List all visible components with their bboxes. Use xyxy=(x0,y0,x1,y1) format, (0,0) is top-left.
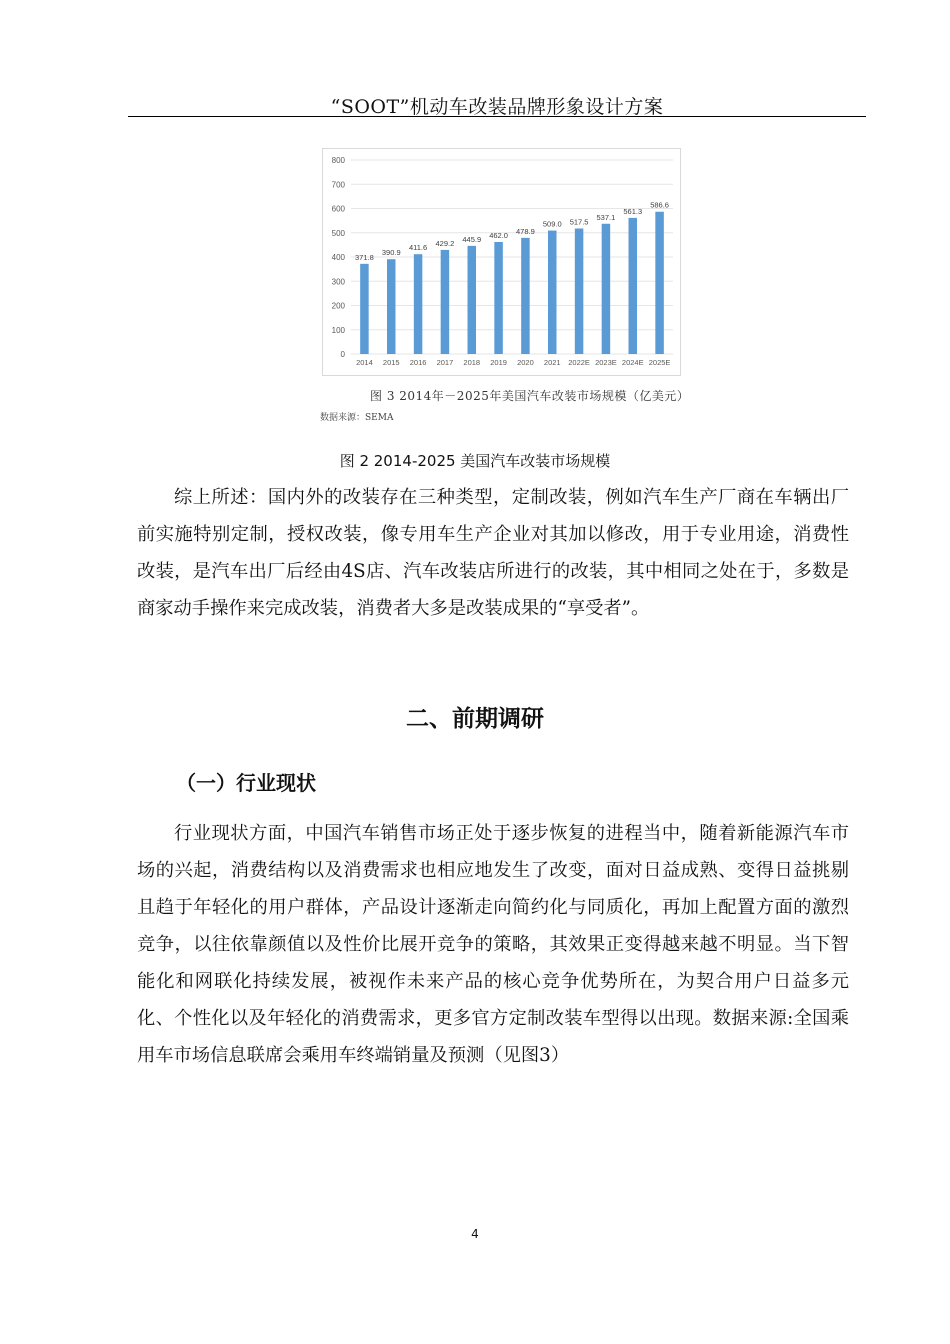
bar-value-label: 478.9 xyxy=(516,226,535,236)
header-divider xyxy=(128,116,866,117)
bar-value-label: 371.8 xyxy=(355,252,374,262)
bar-value-label: 390.9 xyxy=(381,248,401,258)
x-tick-label: 2022E xyxy=(568,358,590,367)
bar-value-label: 411.6 xyxy=(408,243,428,253)
figure-caption: 图 2 2014-2025 美国汽车改装市场规模 xyxy=(339,452,611,470)
x-tick-label: 2021 xyxy=(543,358,561,367)
bar-value-label: 517.5 xyxy=(569,217,589,227)
bar xyxy=(602,224,611,354)
y-tick-label: 0 xyxy=(340,350,345,359)
embedded-figure-caption: 图 3 2014年－2025年美国汽车改装市场规模（亿美元） xyxy=(370,389,690,403)
bar-value-label: 509.0 xyxy=(542,219,562,229)
x-tick-label: 2014 xyxy=(356,358,373,367)
chart-svg xyxy=(323,149,680,375)
x-tick-label: 2023E xyxy=(595,358,617,367)
x-tick-label: 2024E xyxy=(621,358,644,367)
section-title: 二、前期调研 xyxy=(406,706,544,732)
bar xyxy=(655,212,664,354)
bar xyxy=(414,254,423,354)
bar xyxy=(629,218,638,354)
bar xyxy=(387,259,396,354)
x-tick-label: 2025E xyxy=(648,358,671,367)
x-tick-label: 2018 xyxy=(463,358,481,367)
y-tick-label: 400 xyxy=(331,253,345,262)
bar-value-label: 586.6 xyxy=(650,200,669,210)
y-tick-label: 200 xyxy=(331,301,345,311)
bar-value-label: 429.2 xyxy=(435,238,455,248)
y-tick-label: 700 xyxy=(331,180,345,190)
embedded-figure-source: 数据来源：SEMA xyxy=(320,413,394,423)
page-header-title: “SOOT”机动车改装品牌形象设计方案 xyxy=(330,96,664,118)
y-tick-label: 300 xyxy=(331,277,345,287)
paragraph-industry-status: 行业现状方面，中国汽车销售市场正处于逐步恢复的进程当中，随着新能源汽车市场的兴起，消费结构以及消费需求也相应地发生了改变，面对日益成熟、变得日益挑剔且趋于年轻化的用户群体，产品设计逐渐走向简约化与同质化，再加上配置方面的激烈竞争，以往依靠颜值以及性价比展开竞争的策略，其效果正变得越来越不明显。当下智能化和网联化持续发展，被视作未来产品的核心竞争优势所在，为契合用户日益多元化、个性化以及年轻化的消费需求，更多官方定制改装车型得以出现。数据来源:全国乘用车市场信息联席会乘用车终端销量及预测（见图3） xyxy=(137,823,849,1066)
y-tick-label: 500 xyxy=(331,228,345,238)
paragraph-summary: 综上所述：国内外的改装存在三种类型，定制改装，例如汽车生产厂商在车辆出厂前实施特别定制，授权改装，像专用车生产企业对其加以修改，用于专业用途，消费性改装，是汽车出厂后经由4S店、汽车改装店所进行的改装，其中相同之处在于，多数是商家动手操作来完成改装，消费者大多是改装成果的“享受者”。 xyxy=(137,487,849,619)
bar xyxy=(548,231,557,354)
page-number: 4 xyxy=(471,1227,479,1241)
bar xyxy=(494,242,503,354)
x-tick-label: 2017 xyxy=(436,358,454,367)
bar xyxy=(468,246,477,354)
x-tick-label: 2019 xyxy=(490,358,507,367)
y-tick-label: 100 xyxy=(331,325,345,335)
x-tick-label: 2015 xyxy=(382,358,400,367)
bar-value-label: 445.9 xyxy=(462,234,482,244)
y-tick-label: 800 xyxy=(331,156,345,165)
x-tick-label: 2020 xyxy=(517,358,534,367)
bar xyxy=(575,229,584,354)
bar xyxy=(441,250,450,354)
bar-chart xyxy=(322,148,681,376)
bar-value-label: 561.3 xyxy=(623,206,643,216)
x-tick-label: 2016 xyxy=(409,358,427,367)
bar xyxy=(360,264,369,354)
bar-value-label: 537.1 xyxy=(596,212,616,222)
y-tick-label: 600 xyxy=(331,204,345,214)
subsection-title: （一）行业现状 xyxy=(176,771,316,795)
bar-value-label: 462.0 xyxy=(489,230,508,240)
bar xyxy=(521,238,530,354)
